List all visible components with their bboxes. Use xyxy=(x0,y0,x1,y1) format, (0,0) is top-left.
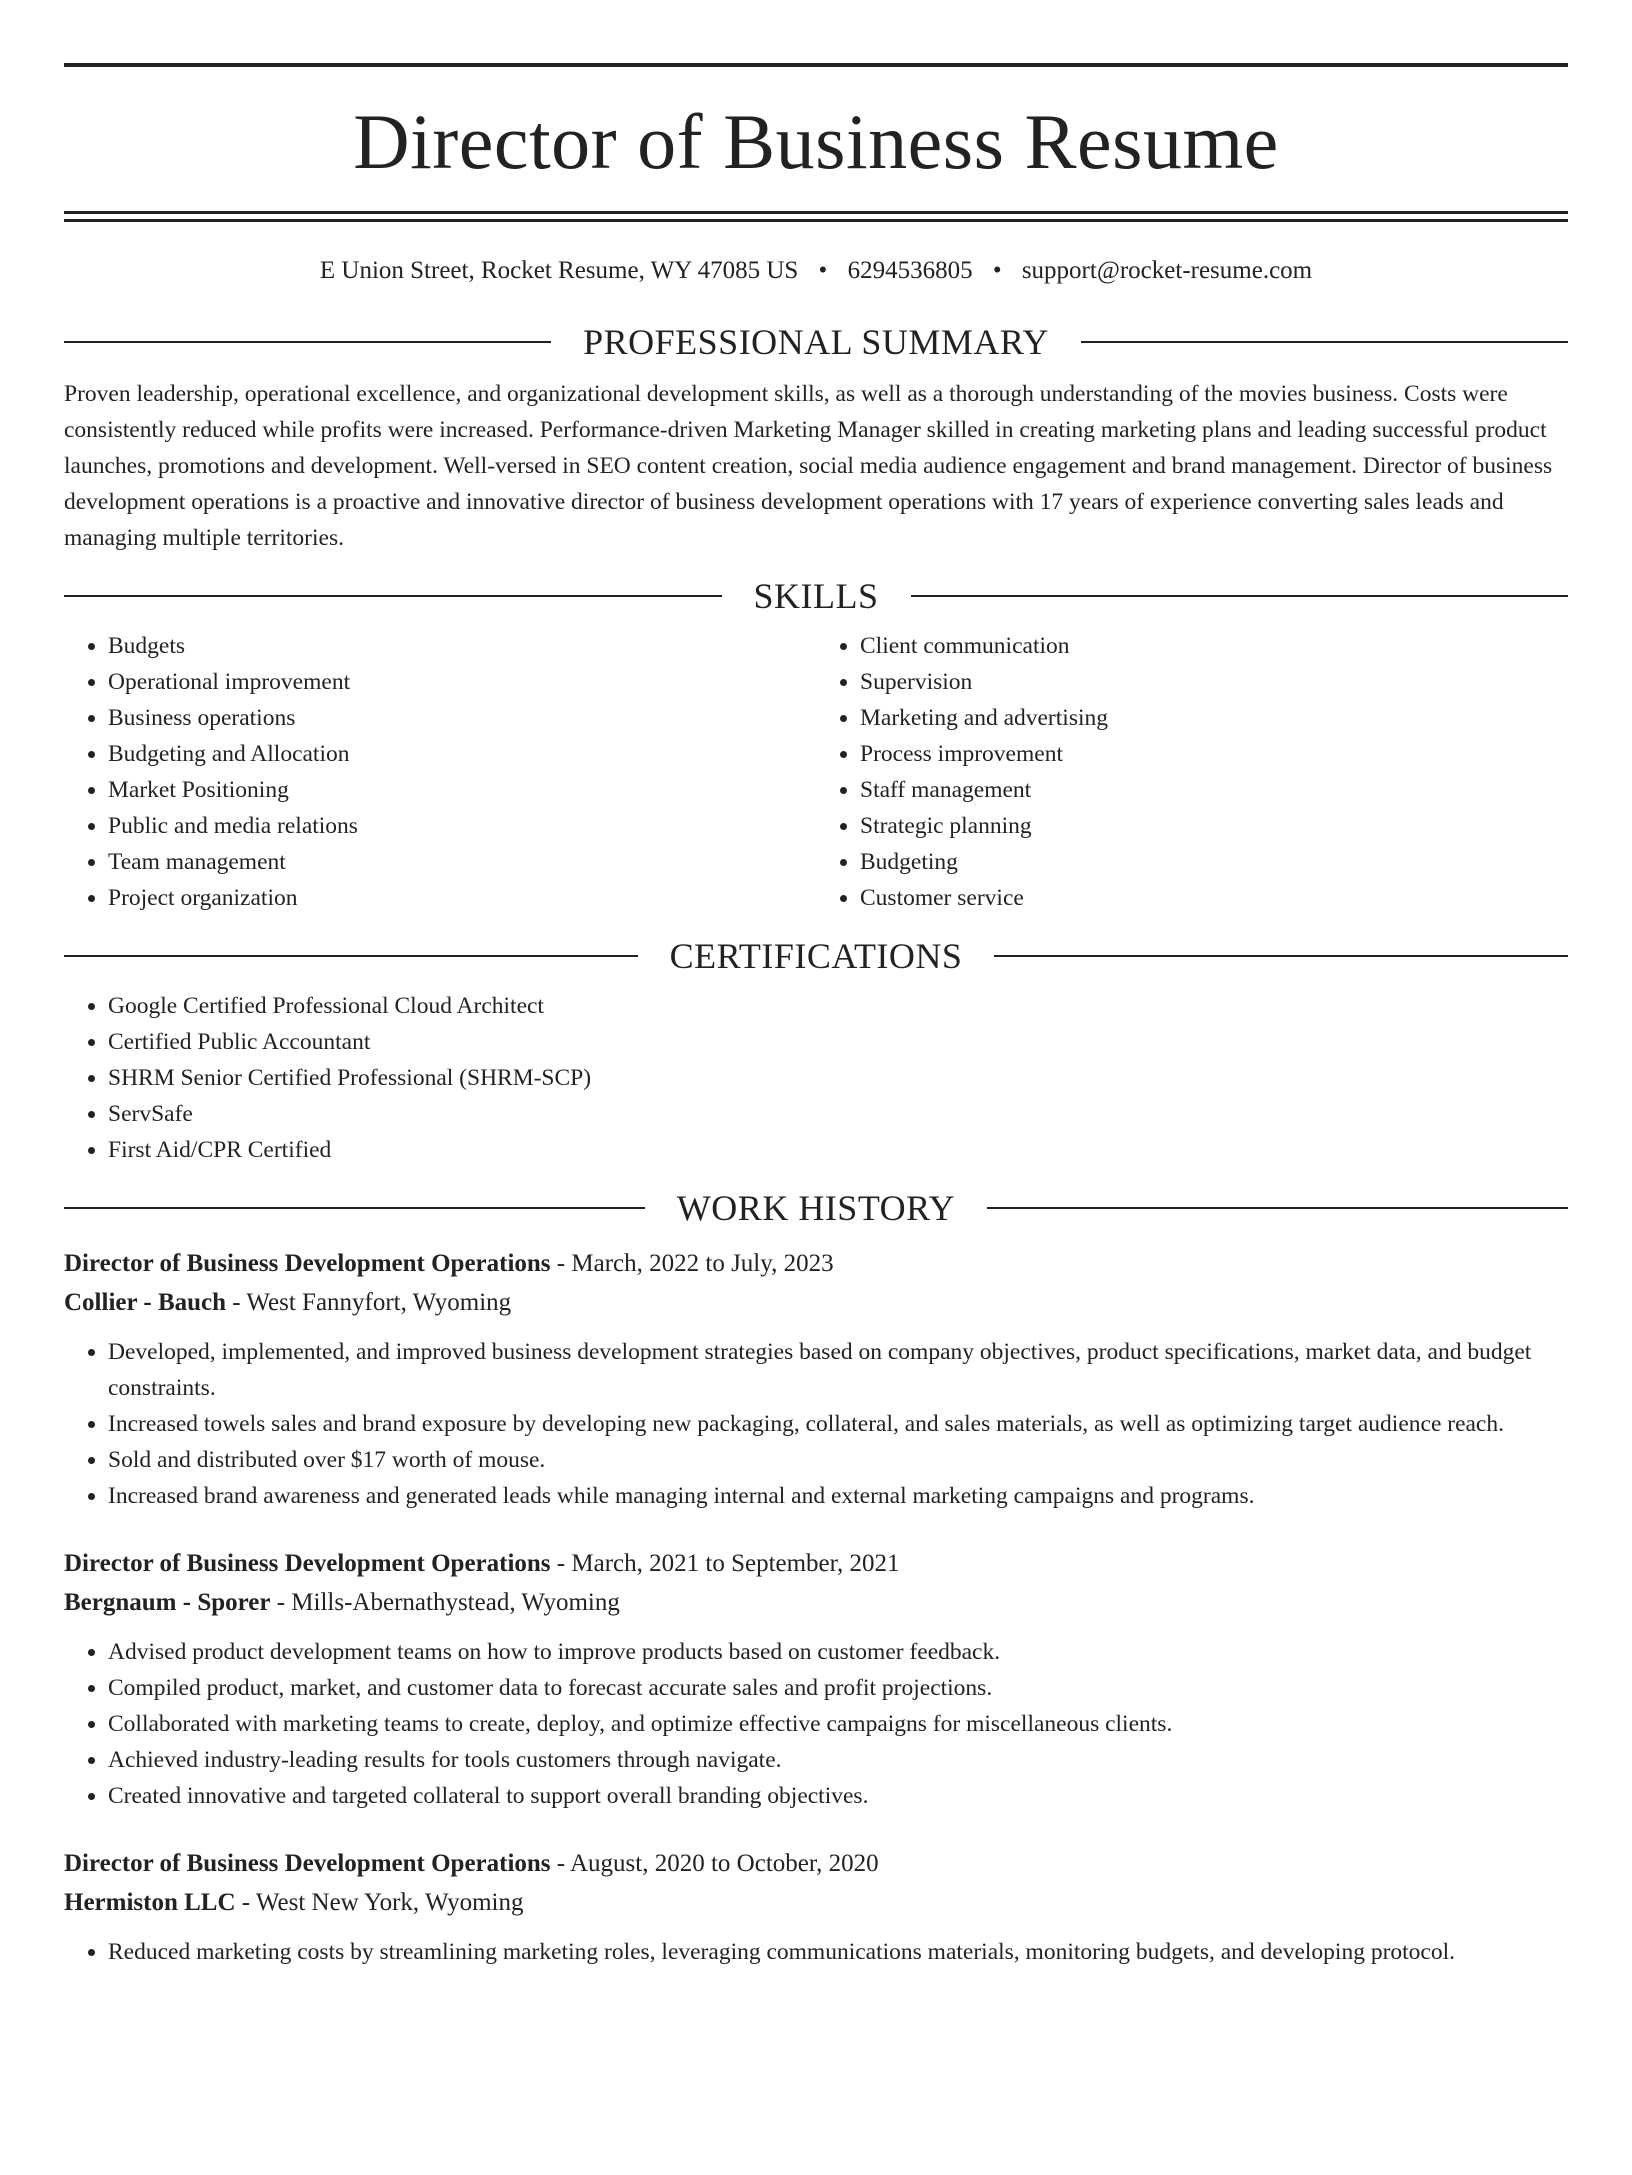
certifications-block xyxy=(64,988,1568,1168)
heading-rule-right xyxy=(987,1207,1568,1209)
job-bullet: • Increased towels sales and brand exposure by developing new packaging, collateral, and sales materials, as well as optimizing target audience reach. xyxy=(108,1406,1568,1442)
job-title-line xyxy=(64,1244,1568,1283)
heading-rule-right xyxy=(911,595,1569,597)
certification-item: • Google Certified Professional Cloud Architect xyxy=(108,988,1568,1024)
skills-list-right xyxy=(816,628,1568,916)
job-bullet: • Reduced marketing costs by streamlining marketing roles, leveraging communications materials, monitoring budgets, and developing protocol. xyxy=(108,1934,1568,1970)
skill-item: • Team management xyxy=(108,844,816,880)
skill-item: • Market Positioning xyxy=(108,772,816,808)
job-company-line xyxy=(64,1583,1568,1622)
job-company-line xyxy=(64,1283,1568,1322)
contact-address: E Union Street, Rocket Resume, WY 47085 US xyxy=(319,257,799,284)
job-bullet: • Developed, implemented, and improved business development strategies based on company objectives, product specifications, market data, and budget constraints. xyxy=(108,1334,1568,1406)
job-title: Director of Business Development Operations xyxy=(64,1550,551,1577)
certifications-list xyxy=(64,988,1568,1168)
skill-item: • Business operations xyxy=(108,700,816,736)
skill-item: • Budgets xyxy=(108,628,816,664)
skill-item: • Staff management xyxy=(860,772,1568,808)
job-bullet: • Increased brand awareness and generated leads while managing internal and external marketing campaigns and programs. xyxy=(108,1478,1568,1514)
skill-item: • Operational improvement xyxy=(108,664,816,700)
resume-title: Director of Business Resume xyxy=(353,98,1279,185)
skill-item: • Budgeting and Allocation xyxy=(108,736,816,772)
top-rule xyxy=(64,63,1568,67)
job-location: - Mills-Abernathystead, Wyoming xyxy=(270,1589,620,1616)
job-bullet: • Compiled product, market, and customer data to forecast accurate sales and profit projections. xyxy=(108,1670,1568,1706)
certification-item: • First Aid/CPR Certified xyxy=(108,1132,1568,1168)
job-company: Hermiston LLC xyxy=(64,1889,236,1916)
job-title-line xyxy=(64,1544,1568,1583)
heading-rule-right xyxy=(1081,341,1568,343)
job-dates: - March, 2021 to September, 2021 xyxy=(550,1550,900,1577)
skills-column-left xyxy=(64,628,816,916)
skill-item: • Project organization xyxy=(108,880,816,916)
skills-list-left xyxy=(64,628,816,916)
summary-text: Proven leadership, operational excellence, and organizational development skills, as well as a thorough understanding of the movies business. Costs were consistently reduced while profits were increased. Performance-driven Marketing Manager skilled in creating marketing plans and leading successful product launches, promotions and development. Well-versed in SEO content creation, social media audience engagement and brand management. Director of business development operations is a proactive and innovative director of business development operations with 17 years of experience converting sales leads and managing multiple territories. xyxy=(64,381,1553,551)
resume-page xyxy=(0,63,1632,2175)
skill-item: • Strategic planning xyxy=(860,808,1568,844)
job-company-line xyxy=(64,1883,1568,1922)
skill-item: • Supervision xyxy=(860,664,1568,700)
job-company: Bergnaum - Sporer xyxy=(64,1589,271,1616)
certification-item: • SHRM Senior Certified Professional (SHRM-SCP) xyxy=(108,1060,1568,1096)
heading-rule-left xyxy=(64,955,638,957)
contact-separator: • xyxy=(992,257,1002,284)
heading-rule-right xyxy=(994,955,1568,957)
job-bullets xyxy=(64,1934,1568,1970)
skill-item: • Client communication xyxy=(860,628,1568,664)
heading-rule-left xyxy=(64,1207,645,1209)
job-bullets xyxy=(64,1634,1568,1814)
job-location: - West Fannyfort, Wyoming xyxy=(226,1289,512,1316)
skill-item: • Marketing and advertising xyxy=(860,700,1568,736)
skill-item: • Budgeting xyxy=(860,844,1568,880)
summary-section-heading xyxy=(64,320,1568,364)
skills-heading-label: SKILLS xyxy=(753,576,879,616)
contact-email: support@rocket-resume.com xyxy=(1021,257,1313,284)
skills-section-heading xyxy=(64,574,1568,618)
job-bullet: • Advised product development teams on how to improve products based on customer feedback. xyxy=(108,1634,1568,1670)
job-entry xyxy=(64,1244,1568,1514)
job-bullet: • Sold and distributed over $17 worth of mouse. xyxy=(108,1442,1568,1478)
summary-heading-label: PROFESSIONAL SUMMARY xyxy=(583,322,1049,362)
contact-line xyxy=(64,256,1568,286)
job-dates: - March, 2022 to July, 2023 xyxy=(550,1250,834,1277)
skills-grid xyxy=(64,628,1568,916)
contact-separator: • xyxy=(818,257,828,284)
job-title: Director of Business Development Operations xyxy=(64,1250,551,1277)
job-bullet: • Collaborated with marketing teams to create, deploy, and optimize effective campaigns for miscellaneous clients. xyxy=(108,1706,1568,1742)
work-heading-label: WORK HISTORY xyxy=(676,1188,956,1228)
heading-rule-left xyxy=(64,341,551,343)
skills-column-right xyxy=(816,628,1568,916)
work-section-heading xyxy=(64,1186,1568,1230)
certifications-heading-label: CERTIFICATIONS xyxy=(669,936,963,976)
job-bullet: • Achieved industry-leading results for tools customers through navigate. xyxy=(108,1742,1568,1778)
job-entry xyxy=(64,1544,1568,1814)
contact-phone: 6294536805 xyxy=(847,257,973,284)
certifications-section-heading xyxy=(64,934,1568,978)
title-double-rule xyxy=(64,211,1568,222)
job-location: - West New York, Wyoming xyxy=(235,1889,524,1916)
skill-item: • Process improvement xyxy=(860,736,1568,772)
skill-item: • Public and media relations xyxy=(108,808,816,844)
job-dates: - August, 2020 to October, 2020 xyxy=(550,1850,879,1877)
job-title-line xyxy=(64,1844,1568,1883)
skill-item: • Customer service xyxy=(860,880,1568,916)
job-bullet: • Created innovative and targeted collateral to support overall branding objectives. xyxy=(108,1778,1568,1814)
certification-item: • ServSafe xyxy=(108,1096,1568,1132)
job-company: Collier - Bauch xyxy=(64,1289,227,1316)
heading-rule-left xyxy=(64,595,722,597)
job-title: Director of Business Development Operations xyxy=(64,1850,551,1877)
job-entry xyxy=(64,1844,1568,1970)
job-bullets xyxy=(64,1334,1568,1514)
certification-item: • Certified Public Accountant xyxy=(108,1024,1568,1060)
